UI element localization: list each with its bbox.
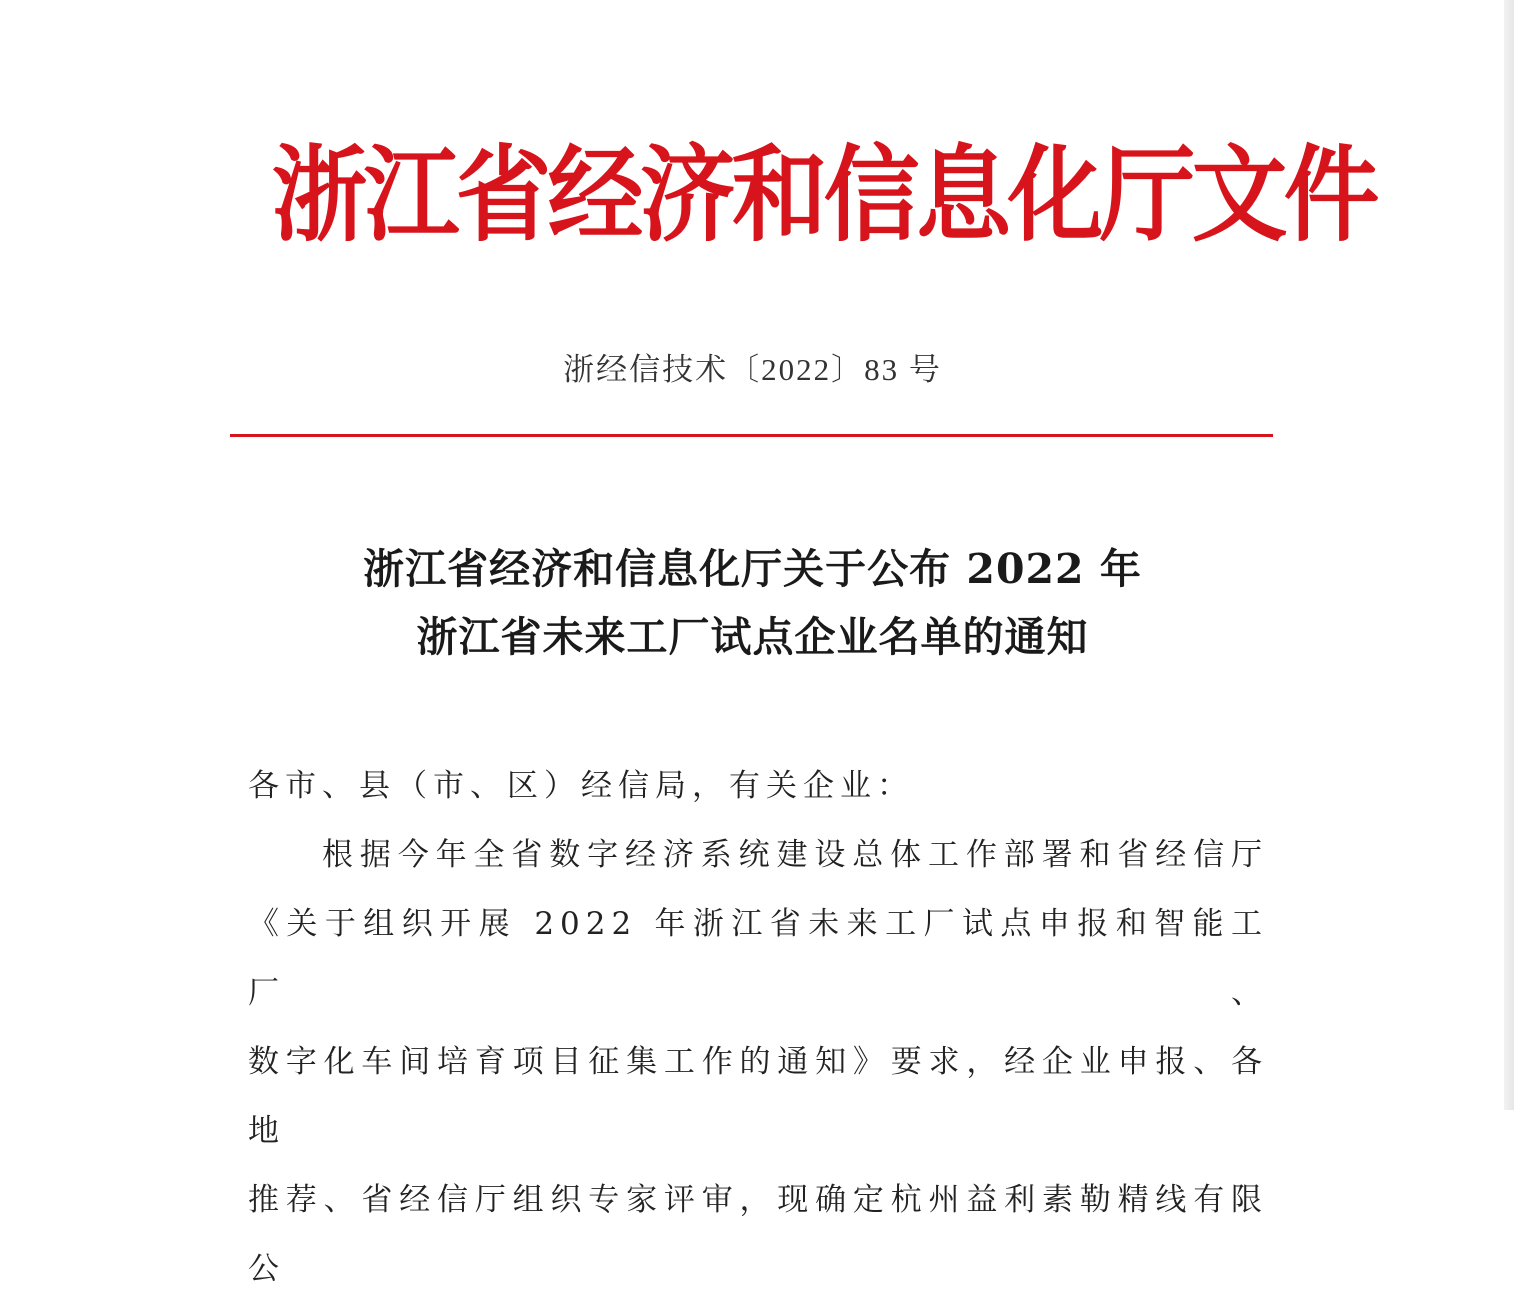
- document-number: 浙经信技术〔2022〕83 号: [563, 352, 942, 387]
- body-line-2: 《关于组织开展 2022 年浙江省未来工厂试点申报和智能工厂、: [248, 906, 1268, 1011]
- salutation: 各市、县（市、区）经信局，有关企业：: [248, 768, 914, 804]
- body-line-1: 根据今年全省数字经济系统建设总体工作部署和省经信厅: [322, 837, 1268, 873]
- body-line-4: 推荐、省经信厅组织专家评审，现确定杭州益利素勒精线有限公: [248, 1182, 1268, 1287]
- body-line-3: 数字化车间培育项目征集工作的通知》要求，经企业申报、各地: [248, 1044, 1268, 1149]
- notice-body: [248, 752, 1268, 1304]
- masthead-title: 浙江省经济和信息化厅文件: [271, 133, 1376, 256]
- red-divider-line: [230, 434, 1273, 437]
- page-edge: [1504, 0, 1514, 1110]
- notice-title: [230, 535, 1275, 671]
- notice-title-line-2: 浙江省未来工厂试点企业名单的通知: [416, 613, 1089, 661]
- notice-title-line-1: 浙江省经济和信息化厅关于公布 2022 年: [363, 545, 1142, 593]
